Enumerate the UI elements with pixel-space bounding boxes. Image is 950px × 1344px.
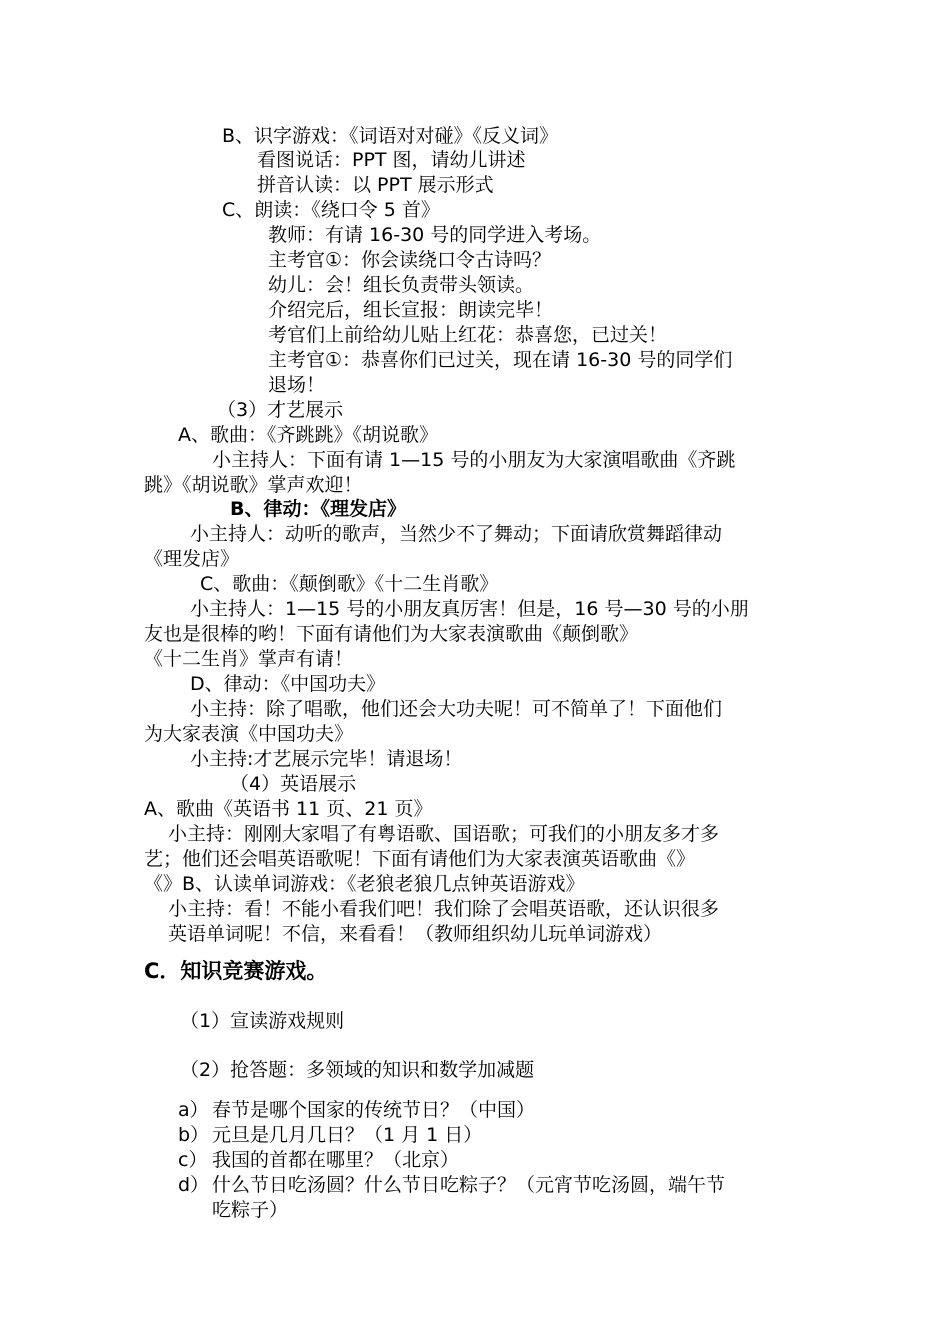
text-line: 小主持人：下面有请 1—15 号的小朋友为大家演唱歌曲《齐跳 xyxy=(212,449,736,471)
section-heading: （3）才艺展示 xyxy=(217,399,344,421)
section-title: C．知识竞赛游戏。 xyxy=(144,959,328,983)
text-line: 考官们上前给幼儿贴上红花：恭喜您，已过关！ xyxy=(268,324,668,346)
list-item: 元旦是几月几日？（1 月 1 日） xyxy=(212,1124,483,1146)
text-line: 《》B、认读单词游戏：《老狼老狼几点钟英语游戏》 xyxy=(144,873,585,895)
text-line: 幼儿：会！组长负责带头领读。 xyxy=(268,274,535,296)
text-line: B、识字游戏：《词语对对碰》《反义词》 xyxy=(222,125,559,147)
text-line: 小主持：看！不能小看我们吧！我们除了会唱英语歌，还认识很多 xyxy=(168,898,720,920)
text-line: 小主持人：动听的歌声，当然少不了舞动；下面请欣赏舞蹈律动 xyxy=(190,523,723,545)
text-line: 跳》《胡说歌》掌声欢迎！ xyxy=(144,474,363,496)
list-marker: a） xyxy=(178,1099,209,1121)
text-line: （1）宣读游戏规则 xyxy=(180,1010,345,1032)
text-line: 看图说话：PPT 图，请幼儿讲述 xyxy=(257,149,526,171)
text-line: 《理发店》 xyxy=(144,548,240,570)
text-line: 小主持：除了唱歌，他们还会大功夫呢！可不简单了！下面他们 xyxy=(190,698,723,720)
text-line: A、歌曲《英语书 11 页、21 页》 xyxy=(144,798,433,820)
text-line: C、歌曲：《颠倒歌》《十二生肖歌》 xyxy=(200,573,499,595)
text-line: 为大家表演《中国功夫》 xyxy=(144,723,354,745)
list-marker: d） xyxy=(178,1174,210,1196)
text-line: 主考官①：你会读绕口令古诗吗？ xyxy=(268,249,552,271)
list-item: 吃粽子） xyxy=(212,1199,289,1221)
text-line: C、朗读：《绕口令 5 首》 xyxy=(222,199,440,221)
text-line: 教师：有请 16-30 号的同学进入考场。 xyxy=(268,224,602,246)
text-line: 《十二生肖》掌声有请！ xyxy=(144,648,354,670)
text-line: D、律动：《中国功夫》 xyxy=(190,673,386,695)
section-heading: （4）英语展示 xyxy=(230,773,357,795)
list-item: 我国的首都在哪里？（北京） xyxy=(212,1149,460,1171)
list-marker: c） xyxy=(178,1149,208,1171)
text-line: 退场！ xyxy=(268,374,326,396)
text-line: 小主持人：1—15 号的小朋友真厉害！但是，16 号—30 号的小朋 xyxy=(190,598,749,620)
text-line: 艺；他们还会唱英语歌呢！下面有请他们为大家表演英语歌曲《》 xyxy=(144,848,696,870)
list-marker: b） xyxy=(178,1124,210,1146)
text-line: 拼音认读：以 PPT 展示形式 xyxy=(257,174,494,196)
text-line: A、歌曲：《齐跳跳》《胡说歌》 xyxy=(178,424,438,446)
text-line: 小主持:才艺展示完毕！请退场！ xyxy=(190,748,463,770)
list-item: 什么节日吃汤圆？什么节日吃粽子？（元宵节吃汤圆，端午节 xyxy=(212,1174,726,1196)
bold-subheading: B、律动：《理发店》 xyxy=(230,498,406,520)
text-line: 介绍完后，组长宣报：朗读完毕！ xyxy=(268,299,554,321)
text-line: 友也是很棒的哟！下面有请他们为大家表演歌曲《颠倒歌》 xyxy=(144,623,639,645)
text-line: （2）抢答题：多领域的知识和数学加减题 xyxy=(180,1059,535,1081)
list-item: 春节是哪个国家的传统节日？（中国） xyxy=(212,1099,536,1121)
text-line: 主考官①：恭喜你们已过关，现在请 16-30 号的同学们 xyxy=(268,349,733,371)
text-line: 英语单词呢！不信，来看看！（教师组织幼儿玩单词游戏） xyxy=(168,923,663,945)
text-line: 小主持：刚刚大家唱了有粤语歌、国语歌；可我们的小朋友多才多 xyxy=(168,823,720,845)
